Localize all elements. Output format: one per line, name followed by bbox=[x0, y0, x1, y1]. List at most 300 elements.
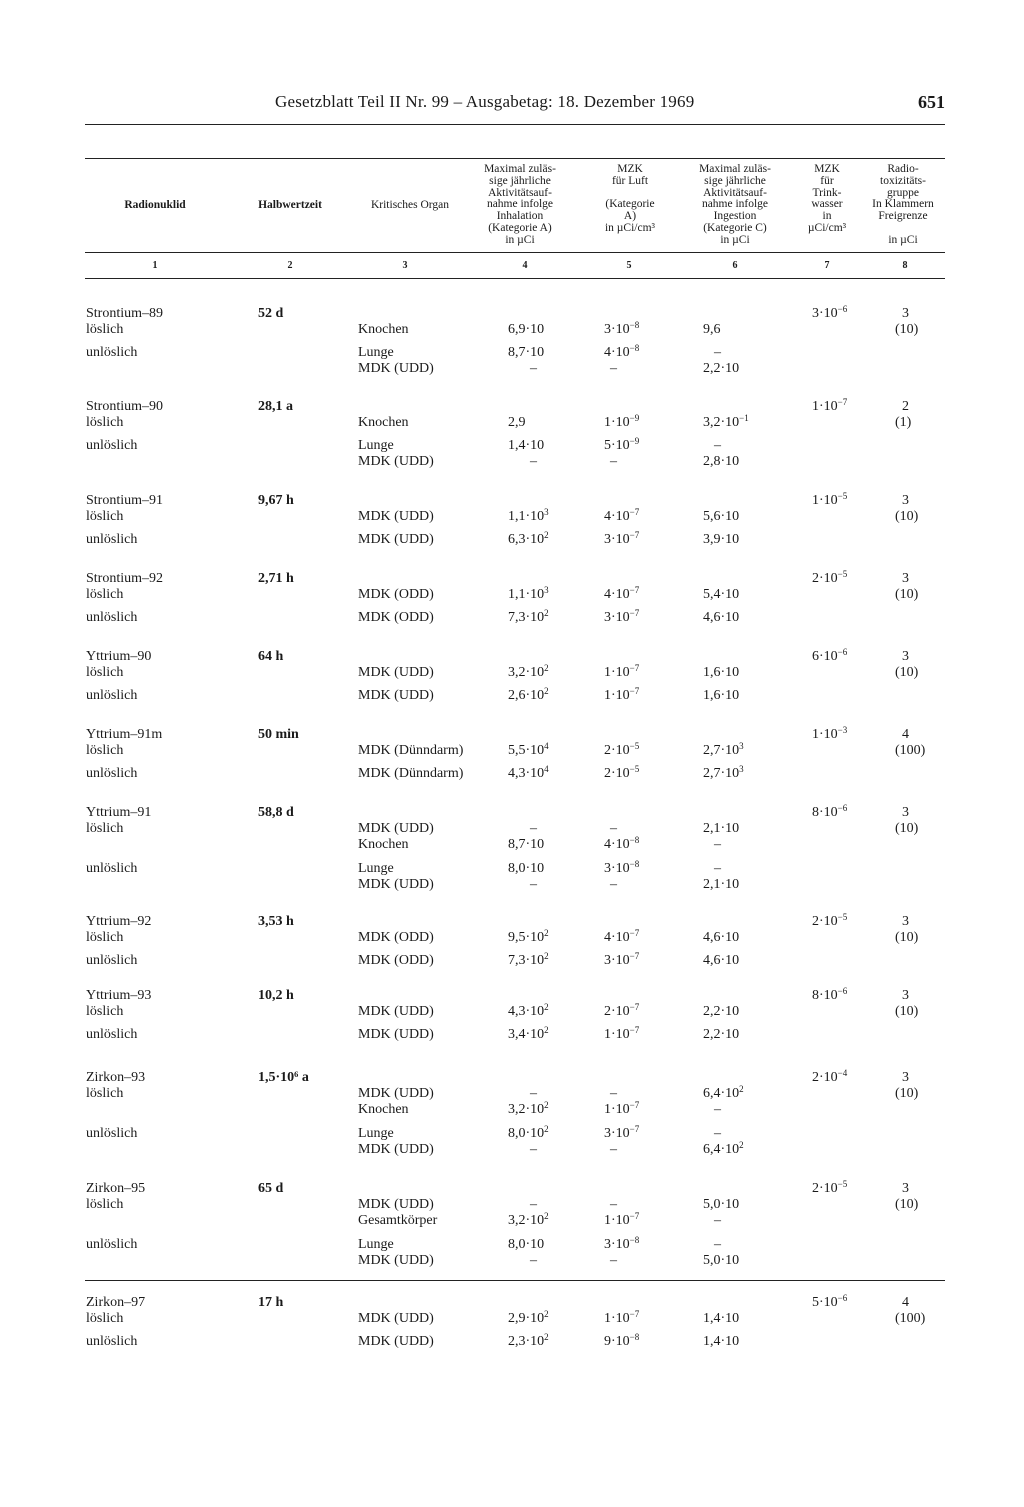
inhalation-value-exponent: 2 bbox=[544, 951, 549, 961]
half-life: 3,53 h bbox=[258, 914, 294, 929]
air-mzk-value-exponent: −7 bbox=[629, 928, 640, 938]
inhalation-value-mantissa: 8,0·10 bbox=[508, 1237, 545, 1252]
ingestion-value bbox=[703, 688, 739, 704]
release-limit: (1) bbox=[895, 415, 912, 430]
inhalation-value bbox=[508, 610, 549, 626]
air-mzk-value-exponent: −7 bbox=[629, 1309, 640, 1319]
inhalation-value bbox=[508, 1126, 549, 1142]
air-mzk-value bbox=[610, 1142, 617, 1158]
air-mzk-value bbox=[610, 1253, 617, 1269]
release-limit: (10) bbox=[895, 1197, 919, 1212]
air-mzk-value bbox=[604, 345, 639, 361]
col-header-radiotoxizitaet bbox=[857, 164, 949, 247]
air-mzk-value-exponent: −7 bbox=[629, 1025, 640, 1035]
inhalation-value bbox=[508, 837, 544, 853]
air-mzk-value-mantissa: 1·10 bbox=[604, 1102, 630, 1117]
ingestion-value-mantissa: 5,4·10 bbox=[703, 587, 740, 602]
air-mzk-value bbox=[604, 509, 639, 525]
critical-organ: MDK (ODD) bbox=[358, 587, 434, 602]
air-mzk-value bbox=[604, 1213, 639, 1229]
inhalation-value bbox=[530, 1086, 537, 1102]
inhalation-value bbox=[508, 766, 549, 782]
ingestion-value bbox=[703, 454, 739, 470]
toxicity-group: 4 bbox=[902, 1295, 909, 1310]
half-life: 64 h bbox=[258, 649, 284, 664]
air-mzk-value-exponent: −7 bbox=[629, 663, 640, 673]
critical-organ: Lunge bbox=[358, 861, 394, 876]
ingestion-value-mantissa: 2,1·10 bbox=[703, 877, 740, 892]
toxicity-group: 3 bbox=[902, 306, 909, 321]
critical-organ: MDK (UDD) bbox=[358, 1086, 434, 1101]
critical-organ: MDK (UDD) bbox=[358, 821, 434, 836]
inhalation-value-mantissa: 1,1·10 bbox=[508, 587, 545, 602]
ingestion-value bbox=[703, 322, 721, 338]
mzk-water-exponent: −6 bbox=[837, 986, 848, 996]
air-mzk-value-mantissa: 1·10 bbox=[604, 1311, 630, 1326]
half-life: 28,1 a bbox=[258, 399, 293, 414]
col-number-8: 8 bbox=[902, 260, 908, 271]
air-mzk-value bbox=[604, 532, 639, 548]
ingestion-value bbox=[703, 821, 739, 837]
critical-organ: Gesamtkörper bbox=[358, 1213, 438, 1228]
inhalation-value-mantissa: 6,3·10 bbox=[508, 532, 545, 547]
nuclide-name: Strontium–90 bbox=[86, 399, 164, 414]
critical-organ: MDK (UDD) bbox=[358, 532, 434, 547]
ingestion-value bbox=[703, 361, 739, 377]
mzk-water bbox=[812, 649, 847, 665]
ingestion-value-mantissa: 2,7·10 bbox=[703, 766, 740, 781]
air-mzk-value bbox=[604, 861, 639, 877]
inhalation-value bbox=[508, 532, 549, 548]
inhalation-value bbox=[508, 509, 549, 525]
mzk-water bbox=[812, 1181, 847, 1197]
ingestion-value bbox=[714, 1213, 721, 1229]
inhalation-value-mantissa: – bbox=[530, 1253, 537, 1268]
col-header-line: Maximal zuläs- bbox=[699, 163, 771, 175]
mzk-water bbox=[812, 399, 847, 415]
mzk-water-mantissa: 1·10 bbox=[812, 399, 838, 414]
inhalation-value bbox=[530, 1253, 537, 1269]
solubility-label: unlöslich bbox=[86, 766, 138, 781]
air-mzk-value-exponent: −7 bbox=[629, 1002, 640, 1012]
ingestion-value bbox=[703, 532, 739, 548]
ingestion-value-exponent: 2 bbox=[739, 1084, 744, 1094]
critical-organ: MDK (UDD) bbox=[358, 1253, 434, 1268]
solubility-label: unlöslich bbox=[86, 1027, 138, 1042]
col-header-line: sige jährliche bbox=[704, 174, 766, 187]
solubility-label: löslich bbox=[86, 1311, 124, 1326]
numbers-bottom-rule bbox=[85, 278, 945, 279]
col-header-line: (Kategorie A) bbox=[488, 221, 552, 234]
ingestion-value bbox=[703, 1334, 739, 1350]
air-mzk-value bbox=[604, 688, 639, 704]
air-mzk-value-mantissa: 1·10 bbox=[604, 1027, 630, 1042]
ingestion-value-mantissa: 2,2·10 bbox=[703, 1004, 740, 1019]
nuclide-name: Yttrium–91 bbox=[86, 805, 152, 820]
ingestion-value-exponent: 3 bbox=[739, 764, 744, 774]
air-mzk-value bbox=[610, 1197, 617, 1213]
air-mzk-value bbox=[610, 877, 617, 893]
col-number-6: 6 bbox=[732, 260, 738, 271]
ingestion-value bbox=[703, 415, 749, 431]
ingestion-value-mantissa: 3,9·10 bbox=[703, 532, 740, 547]
inhalation-value bbox=[508, 438, 544, 454]
mzk-water bbox=[812, 1295, 847, 1311]
solubility-label: löslich bbox=[86, 930, 124, 945]
critical-organ: MDK (UDD) bbox=[358, 454, 434, 469]
critical-organ: MDK (UDD) bbox=[358, 1334, 434, 1349]
nuclide-name: Zirkon–97 bbox=[86, 1295, 146, 1310]
col-number-2: 2 bbox=[287, 260, 293, 271]
air-mzk-value-mantissa: 9·10 bbox=[604, 1334, 630, 1349]
toxicity-group: 2 bbox=[902, 399, 909, 414]
inhalation-value-mantissa: 2,9 bbox=[508, 415, 526, 430]
inhalation-value bbox=[508, 1334, 549, 1350]
inhalation-value bbox=[508, 861, 544, 877]
col-header-inhalation bbox=[470, 164, 570, 247]
solubility-label: löslich bbox=[86, 587, 124, 602]
col-header-mzk-trinkwasser bbox=[795, 164, 859, 235]
ingestion-value-mantissa: 1,4·10 bbox=[703, 1334, 740, 1349]
ingestion-value-mantissa: 1,6·10 bbox=[703, 688, 740, 703]
ingestion-value bbox=[714, 1102, 721, 1118]
air-mzk-value bbox=[604, 665, 639, 681]
mzk-water-mantissa: 5·10 bbox=[812, 1295, 838, 1310]
mzk-water-mantissa: 1·10 bbox=[812, 493, 838, 508]
ingestion-value-mantissa: – bbox=[714, 1237, 721, 1252]
ingestion-value-mantissa: 2,8·10 bbox=[703, 454, 740, 469]
air-mzk-value bbox=[604, 953, 639, 969]
mzk-water-exponent: −6 bbox=[837, 1293, 848, 1303]
mzk-water bbox=[812, 988, 847, 1004]
ingestion-value bbox=[703, 766, 744, 782]
solubility-label: unlöslich bbox=[86, 438, 138, 453]
col-header-line: Aktivitätsauf- bbox=[488, 186, 552, 199]
inhalation-value-mantissa: 2,6·10 bbox=[508, 688, 545, 703]
inhalation-value bbox=[508, 743, 549, 759]
header-rule bbox=[85, 124, 945, 125]
nuclide-name: Yttrium–90 bbox=[86, 649, 152, 664]
inhalation-value-exponent: 4 bbox=[544, 764, 549, 774]
col-header-ingestion bbox=[680, 164, 790, 247]
critical-organ: MDK (UDD) bbox=[358, 361, 434, 376]
air-mzk-value-mantissa: 4·10 bbox=[604, 837, 630, 852]
solubility-label: unlöslich bbox=[86, 1237, 138, 1252]
ingestion-value-mantissa: 2,2·10 bbox=[703, 361, 740, 376]
col-header-line: MZK bbox=[814, 163, 840, 175]
air-mzk-value-mantissa: – bbox=[610, 1086, 617, 1101]
solubility-label: löslich bbox=[86, 1004, 124, 1019]
inhalation-value-mantissa: 5,5·10 bbox=[508, 743, 545, 758]
ingestion-value-exponent: 2 bbox=[739, 1140, 744, 1150]
air-mzk-value-mantissa: 2·10 bbox=[604, 766, 630, 781]
critical-organ: MDK (Dünndarm) bbox=[358, 766, 464, 781]
col-header-line: Trink- bbox=[812, 186, 842, 199]
ingestion-value bbox=[703, 610, 739, 626]
mzk-water-exponent: −5 bbox=[837, 569, 848, 579]
col-header-line: nahme infolge bbox=[486, 198, 554, 211]
ingestion-value bbox=[714, 1237, 721, 1253]
inhalation-value bbox=[530, 1197, 537, 1213]
mzk-water-mantissa: 2·10 bbox=[812, 571, 838, 586]
air-mzk-value-mantissa: 3·10 bbox=[604, 953, 630, 968]
critical-organ: MDK (UDD) bbox=[358, 509, 434, 524]
air-mzk-value-mantissa: 3·10 bbox=[604, 1126, 630, 1141]
mzk-water bbox=[812, 727, 847, 743]
inhalation-value-exponent: 2 bbox=[544, 1002, 549, 1012]
inhalation-value-mantissa: 1,1·10 bbox=[508, 509, 545, 524]
mzk-water-exponent: −3 bbox=[837, 725, 848, 735]
inhalation-value-exponent: 2 bbox=[544, 608, 549, 618]
col-header-line: Freigrenze bbox=[878, 210, 928, 223]
col-header-line: in µCi bbox=[505, 233, 535, 246]
ingestion-value-mantissa: 5,0·10 bbox=[703, 1197, 740, 1212]
col-header-line: nahme infolge bbox=[701, 198, 769, 211]
half-life: 58,8 d bbox=[258, 805, 294, 820]
col-number-7: 7 bbox=[824, 260, 830, 271]
air-mzk-value-mantissa: – bbox=[610, 821, 617, 836]
inhalation-value-mantissa: 4,3·10 bbox=[508, 1004, 545, 1019]
inhalation-value bbox=[508, 665, 549, 681]
air-mzk-value-mantissa: 4·10 bbox=[604, 930, 630, 945]
ingestion-value-mantissa: – bbox=[714, 1213, 721, 1228]
inhalation-value-exponent: 2 bbox=[544, 1025, 549, 1035]
toxicity-group: 3 bbox=[902, 805, 909, 820]
ingestion-value bbox=[703, 743, 744, 759]
col-header-line: Aktivitätsauf- bbox=[703, 186, 767, 199]
inhalation-value bbox=[530, 1142, 537, 1158]
col-header-line: (Kategorie bbox=[605, 198, 655, 211]
inhalation-value-exponent: 2 bbox=[544, 1100, 549, 1110]
half-life: 10,2 h bbox=[258, 988, 294, 1003]
air-mzk-value-exponent: −7 bbox=[629, 1100, 640, 1110]
col-header-line: für Luft bbox=[611, 174, 649, 187]
air-mzk-value bbox=[604, 415, 639, 431]
half-life: 17 h bbox=[258, 1295, 284, 1310]
critical-organ: Lunge bbox=[358, 438, 394, 453]
nuclide-name: Zirkon–95 bbox=[86, 1181, 146, 1196]
air-mzk-value-exponent: −8 bbox=[629, 1235, 640, 1245]
inhalation-value-mantissa: 7,3·10 bbox=[508, 953, 545, 968]
solubility-label: unlöslich bbox=[86, 688, 138, 703]
solubility-label: löslich bbox=[86, 509, 124, 524]
inhalation-value-mantissa: – bbox=[530, 877, 537, 892]
inhalation-value-mantissa: – bbox=[530, 821, 537, 836]
release-limit: (10) bbox=[895, 1086, 919, 1101]
ingestion-value-mantissa: 6,4·10 bbox=[703, 1142, 740, 1157]
toxicity-group: 3 bbox=[902, 914, 909, 929]
release-limit: (10) bbox=[895, 587, 919, 602]
ingestion-value-mantissa: 2,1·10 bbox=[703, 821, 740, 836]
mzk-water bbox=[812, 914, 847, 930]
critical-organ: Knochen bbox=[358, 415, 409, 430]
air-mzk-value-mantissa: 4·10 bbox=[604, 345, 630, 360]
air-mzk-value bbox=[604, 1237, 639, 1253]
mzk-water-exponent: −6 bbox=[837, 803, 848, 813]
inhalation-value bbox=[508, 953, 549, 969]
critical-organ: MDK (UDD) bbox=[358, 688, 434, 703]
inhalation-value-mantissa: 3,2·10 bbox=[508, 1213, 545, 1228]
inhalation-value-mantissa: 2,9·10 bbox=[508, 1311, 545, 1326]
air-mzk-value bbox=[604, 930, 639, 946]
air-mzk-value-mantissa: – bbox=[610, 877, 617, 892]
half-life: 50 min bbox=[258, 727, 299, 742]
critical-organ: Knochen bbox=[358, 837, 409, 852]
ingestion-value-mantissa: 5,0·10 bbox=[703, 1253, 740, 1268]
inhalation-value bbox=[508, 415, 526, 431]
release-limit: (10) bbox=[895, 1004, 919, 1019]
air-mzk-value bbox=[604, 438, 639, 454]
toxicity-group: 3 bbox=[902, 493, 909, 508]
mzk-water-mantissa: 8·10 bbox=[812, 805, 838, 820]
critical-organ: MDK (Dünndarm) bbox=[358, 743, 464, 758]
ingestion-value bbox=[703, 587, 739, 603]
air-mzk-value-mantissa: – bbox=[610, 1197, 617, 1212]
inhalation-value-exponent: 2 bbox=[544, 530, 549, 540]
air-mzk-value-mantissa: 3·10 bbox=[604, 861, 630, 876]
air-mzk-value bbox=[610, 1086, 617, 1102]
critical-organ: MDK (UDD) bbox=[358, 1027, 434, 1042]
ingestion-value-mantissa: 1,6·10 bbox=[703, 665, 740, 680]
mzk-water bbox=[812, 493, 847, 509]
solubility-label: löslich bbox=[86, 665, 124, 680]
half-life: 1,5·10⁶ a bbox=[258, 1070, 309, 1085]
col-header-line: gruppe bbox=[887, 186, 919, 199]
release-limit: (10) bbox=[895, 322, 919, 337]
nuclide-name: Yttrium–93 bbox=[86, 988, 152, 1003]
air-mzk-value bbox=[604, 322, 639, 338]
ingestion-value bbox=[703, 1142, 744, 1158]
inhalation-value bbox=[508, 1027, 549, 1043]
air-mzk-value-exponent: −8 bbox=[629, 343, 640, 353]
air-mzk-value-mantissa: – bbox=[610, 454, 617, 469]
air-mzk-value-mantissa: 1·10 bbox=[604, 665, 630, 680]
toxicity-group: 3 bbox=[902, 649, 909, 664]
air-mzk-value-exponent: −7 bbox=[629, 585, 640, 595]
inhalation-value-mantissa: 2,3·10 bbox=[508, 1334, 545, 1349]
mzk-water bbox=[812, 805, 847, 821]
inhalation-value-mantissa: 1,4·10 bbox=[508, 438, 545, 453]
col-header-line: Inhalation bbox=[496, 210, 544, 223]
ingestion-value bbox=[703, 1086, 744, 1102]
solubility-label: löslich bbox=[86, 1086, 124, 1101]
release-limit: (10) bbox=[895, 821, 919, 836]
col-header-line: toxizitäts- bbox=[880, 174, 926, 187]
inhalation-value-exponent: 2 bbox=[544, 1124, 549, 1134]
air-mzk-value-exponent: −8 bbox=[629, 320, 640, 330]
col-header-line: A) bbox=[623, 210, 637, 223]
critical-organ: Lunge bbox=[358, 1126, 394, 1141]
solubility-label: löslich bbox=[86, 743, 124, 758]
col-header-line: sige jährliche bbox=[489, 174, 551, 187]
ingestion-value-mantissa: 4,6·10 bbox=[703, 930, 740, 945]
air-mzk-value-exponent: −7 bbox=[629, 530, 640, 540]
critical-organ: MDK (ODD) bbox=[358, 930, 434, 945]
ingestion-value-exponent: −1 bbox=[739, 413, 749, 423]
ingestion-value bbox=[714, 438, 721, 454]
mzk-water-exponent: −5 bbox=[837, 491, 848, 501]
mzk-water-mantissa: 6·10 bbox=[812, 649, 838, 664]
inhalation-value bbox=[508, 930, 549, 946]
col-header-line: wasser bbox=[811, 198, 843, 211]
toxicity-group: 3 bbox=[902, 1181, 909, 1196]
col-number-4: 4 bbox=[522, 260, 528, 271]
air-mzk-value bbox=[604, 610, 639, 626]
air-mzk-value bbox=[610, 821, 617, 837]
air-mzk-value-mantissa: – bbox=[610, 1142, 617, 1157]
col-header-kritisches-organ: Kritisches Organ bbox=[370, 199, 450, 211]
release-limit: (10) bbox=[895, 665, 919, 680]
air-mzk-value bbox=[604, 1027, 639, 1043]
ingestion-value bbox=[714, 345, 721, 361]
ingestion-value bbox=[703, 953, 739, 969]
ingestion-value-mantissa: – bbox=[714, 837, 721, 852]
air-mzk-value-exponent: −7 bbox=[629, 686, 640, 696]
solubility-label: unlöslich bbox=[86, 861, 138, 876]
solubility-label: unlöslich bbox=[86, 953, 138, 968]
air-mzk-value-exponent: −9 bbox=[629, 436, 640, 446]
critical-organ: MDK (ODD) bbox=[358, 953, 434, 968]
col-header-line: für bbox=[820, 174, 834, 187]
inhalation-value-mantissa: 3,2·10 bbox=[508, 1102, 545, 1117]
air-mzk-value bbox=[610, 454, 617, 470]
ingestion-value-mantissa: 4,6·10 bbox=[703, 610, 740, 625]
col-number-3: 3 bbox=[402, 260, 408, 271]
col-number-1: 1 bbox=[152, 260, 158, 271]
release-limit: (100) bbox=[895, 1311, 926, 1326]
ingestion-value-mantissa: – bbox=[714, 1102, 721, 1117]
air-mzk-value-mantissa: 3·10 bbox=[604, 610, 630, 625]
inhalation-value-mantissa: 7,3·10 bbox=[508, 610, 545, 625]
air-mzk-value-mantissa: – bbox=[610, 361, 617, 376]
col-header-line: in µCi/cm³ bbox=[604, 221, 655, 234]
air-mzk-value-exponent: −7 bbox=[629, 608, 640, 618]
air-mzk-value-mantissa: 1·10 bbox=[604, 688, 630, 703]
air-mzk-value-exponent: −7 bbox=[629, 951, 640, 961]
half-life: 65 d bbox=[258, 1181, 284, 1196]
air-mzk-value-exponent: −8 bbox=[629, 835, 640, 845]
col-header-line: in µCi bbox=[720, 233, 750, 246]
air-mzk-value-exponent: −9 bbox=[629, 413, 640, 423]
ingestion-value bbox=[714, 837, 721, 853]
mzk-water bbox=[812, 306, 847, 322]
air-mzk-value-exponent: −7 bbox=[629, 507, 640, 517]
ingestion-value bbox=[703, 1027, 739, 1043]
nuclide-name: Yttrium–91m bbox=[86, 727, 163, 742]
inhalation-value-mantissa: 8,7·10 bbox=[508, 837, 545, 852]
release-limit: (100) bbox=[895, 743, 926, 758]
nuclide-name: Strontium–91 bbox=[86, 493, 164, 508]
inhalation-value-exponent: 2 bbox=[544, 686, 549, 696]
air-mzk-value-exponent: −7 bbox=[629, 1124, 640, 1134]
air-mzk-value-exponent: −5 bbox=[629, 741, 640, 751]
nuclide-name: Yttrium–92 bbox=[86, 914, 152, 929]
nuclide-name: Strontium–89 bbox=[86, 306, 164, 321]
critical-organ: Lunge bbox=[358, 1237, 394, 1252]
inhalation-value bbox=[508, 688, 549, 704]
mzk-water-mantissa: 2·10 bbox=[812, 914, 838, 929]
critical-organ: MDK (UDD) bbox=[358, 877, 434, 892]
air-mzk-value-mantissa: 1·10 bbox=[604, 1213, 630, 1228]
inhalation-value-mantissa: – bbox=[530, 361, 537, 376]
air-mzk-value-mantissa: 5·10 bbox=[604, 438, 630, 453]
inhalation-value bbox=[508, 587, 549, 603]
ingestion-value-mantissa: 1,4·10 bbox=[703, 1311, 740, 1326]
toxicity-group: 4 bbox=[902, 727, 909, 742]
ingestion-value bbox=[703, 1253, 739, 1269]
mzk-water-exponent: −6 bbox=[837, 304, 848, 314]
inhalation-value-exponent: 2 bbox=[544, 663, 549, 673]
